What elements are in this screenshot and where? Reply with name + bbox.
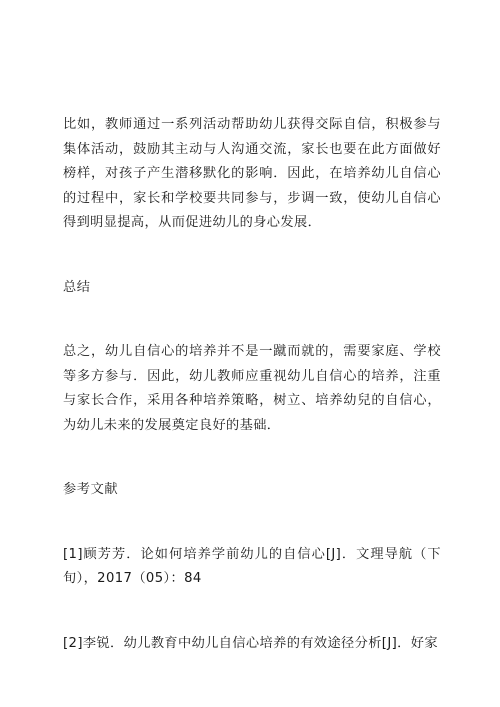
- document-body: [63, 113, 441, 656]
- section-heading-references: 参考文献: [63, 482, 119, 497]
- reference-item: [2]李锐．幼儿教育中幼儿自信心培养的有效途径分析[J]．好家: [63, 635, 438, 651]
- body-paragraph: 比如，教师通过一系列活动帮助幼儿获得交际自信，积极参与集体活动，鼓励其主动与人沟通交流，家长也要在此方面做好榜样，对孩子产生潜移默化的影响．因此，在培养幼儿自信心的过程中，家长和学校要共同参与，步调一致，使幼儿自信心得到明显提高，从而促进幼儿的身心发展．: [63, 117, 441, 230]
- reference-item: [1]顾芳芳．论如何培养学前幼儿的自信心[J]．文理导航（下旬），2017（05）：84: [63, 546, 441, 586]
- summary-paragraph: 总之，幼儿自信心的培养并不是一蹴而就的，需要家庭、学校等多方参与．因此，幼儿教师应重视幼儿自信心的培养，注重与家长合作，采用各种培养策略，树立、培养幼兒的自信心，为幼儿未来的发展奠定良好的基础．: [63, 344, 441, 433]
- section-heading-summary: 总结: [63, 279, 91, 295]
